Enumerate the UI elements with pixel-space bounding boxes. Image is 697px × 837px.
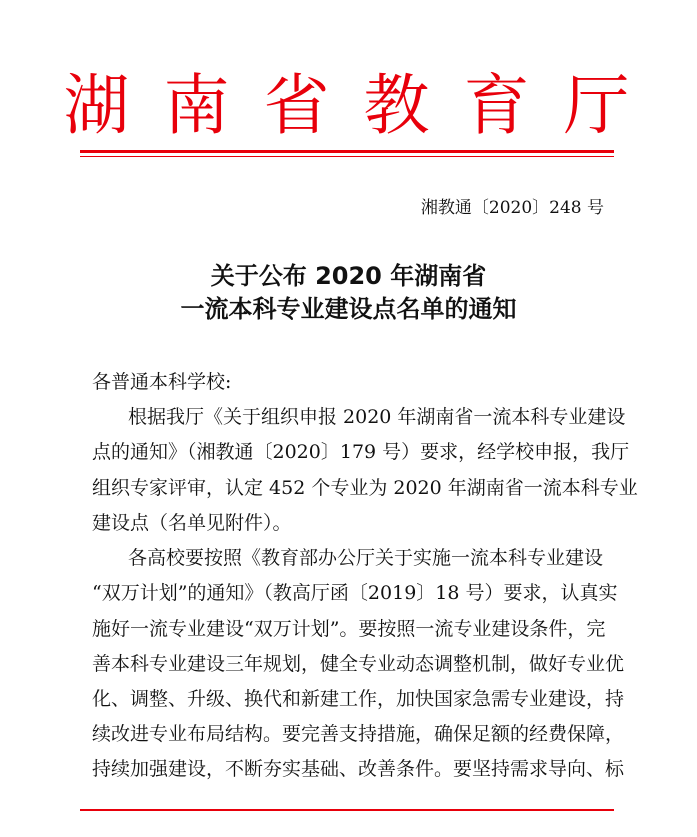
paragraph-1-line-2: 点的通知》（湘教通〔2020〕179 号）要求，经学校申报，我厅 (92, 441, 630, 463)
paragraph-2-line-7: 持续加强建设，不断夯实基础、改善条件。要坚持需求导向、标 (92, 758, 625, 780)
paragraph-1-line-3: 组织专家评审，认定 452 个专业为 2020 年湖南省一流本科专业 (92, 477, 638, 499)
letterhead-divider-thick (80, 150, 614, 153)
paragraph-2-line-3: 施好一流专业建设“双万计划”。要按照一流专业建设条件，完 (92, 618, 606, 640)
paragraph-1-line-1: 根据我厅《关于组织申报 2020 年湖南省一流本科专业建设 (128, 406, 626, 428)
paragraph-1-line-4: 建设点（名单见附件）。 (92, 512, 292, 534)
paragraph-2-line-6: 续改进专业布局结构。要完善支持措施，确保足额的经费保障， (92, 723, 625, 745)
document-title-line-2: 一流本科专业建设点名单的通知 (180, 295, 517, 323)
paragraph-2-line-1: 各高校要按照《教育部办公厅关于实施一流本科专业建设 (128, 547, 604, 569)
page-bottom-rule (80, 809, 614, 811)
letterhead-title: 湖南省教育厅 (63, 67, 664, 144)
letterhead-divider-thin (80, 156, 614, 157)
document-title-line-1: 关于公布 2020 年湖南省 (210, 262, 487, 290)
document-number: 湘教通〔2020〕248 号 (420, 198, 604, 218)
paragraph-2-line-2: “双万计划”的通知》（教高厅函〔2019〕18 号）要求，认真实 (92, 582, 618, 604)
salutation: 各普通本科学校: (92, 371, 232, 393)
paragraph-2-line-5: 化、调整、升级、换代和新建工作，加快国家急需专业建设，持 (92, 688, 625, 710)
paragraph-2-line-4: 善本科专业建设三年规划，健全专业动态调整机制，做好专业优 (92, 653, 625, 675)
